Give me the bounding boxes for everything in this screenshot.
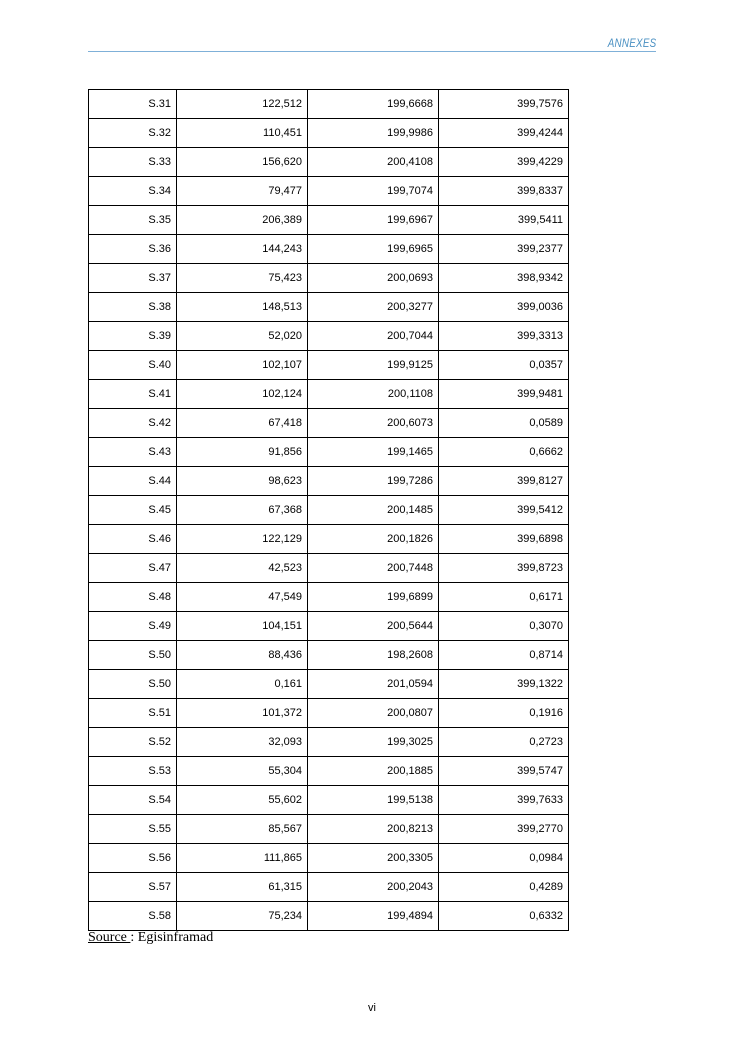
table-row [89, 844, 569, 873]
value-b-cell: 200,2043 [308, 873, 439, 902]
value-c-cell: 0,6171 [439, 583, 569, 612]
table-row [89, 670, 569, 699]
value-c-cell: 0,8714 [439, 641, 569, 670]
value-c-cell: 399,4244 [439, 119, 569, 148]
value-b-cell: 199,6967 [308, 206, 439, 235]
table-row [89, 728, 569, 757]
value-a-cell: 122,512 [177, 90, 308, 119]
value-a-cell: 102,107 [177, 351, 308, 380]
value-c-cell: 0,2723 [439, 728, 569, 757]
value-c-cell: 0,6332 [439, 902, 569, 931]
table-row [89, 264, 569, 293]
value-c-cell: 0,1916 [439, 699, 569, 728]
value-b-cell: 200,1485 [308, 496, 439, 525]
coordinates-table [88, 89, 569, 931]
value-c-cell: 399,1322 [439, 670, 569, 699]
value-b-cell: 199,7074 [308, 177, 439, 206]
table-row [89, 235, 569, 264]
value-c-cell: 399,8127 [439, 467, 569, 496]
value-a-cell: 101,372 [177, 699, 308, 728]
value-a-cell: 55,304 [177, 757, 308, 786]
value-b-cell: 200,1826 [308, 525, 439, 554]
value-a-cell: 156,620 [177, 148, 308, 177]
value-b-cell: 199,6899 [308, 583, 439, 612]
station-cell: S.56 [89, 844, 177, 873]
value-c-cell: 399,8723 [439, 554, 569, 583]
table-row [89, 148, 569, 177]
table-row [89, 322, 569, 351]
value-b-cell: 200,3277 [308, 293, 439, 322]
value-c-cell: 398,9342 [439, 264, 569, 293]
station-cell: S.40 [89, 351, 177, 380]
table-body [89, 90, 569, 931]
value-a-cell: 98,623 [177, 467, 308, 496]
value-a-cell: 144,243 [177, 235, 308, 264]
value-a-cell: 61,315 [177, 873, 308, 902]
value-c-cell: 0,3070 [439, 612, 569, 641]
value-a-cell: 47,549 [177, 583, 308, 612]
table-row [89, 612, 569, 641]
station-cell: S.46 [89, 525, 177, 554]
station-cell: S.33 [89, 148, 177, 177]
value-a-cell: 42,523 [177, 554, 308, 583]
value-c-cell: 399,2377 [439, 235, 569, 264]
station-cell: S.54 [89, 786, 177, 815]
table-row [89, 467, 569, 496]
value-b-cell: 199,3025 [308, 728, 439, 757]
value-b-cell: 199,7286 [308, 467, 439, 496]
value-b-cell: 200,5644 [308, 612, 439, 641]
value-a-cell: 75,234 [177, 902, 308, 931]
table-row [89, 902, 569, 931]
station-cell: S.50 [89, 641, 177, 670]
value-b-cell: 200,3305 [308, 844, 439, 873]
station-cell: S.52 [89, 728, 177, 757]
value-b-cell: 200,1885 [308, 757, 439, 786]
value-b-cell: 200,6073 [308, 409, 439, 438]
value-b-cell: 200,7044 [308, 322, 439, 351]
value-a-cell: 0,161 [177, 670, 308, 699]
value-c-cell: 399,5412 [439, 496, 569, 525]
station-cell: S.34 [89, 177, 177, 206]
value-c-cell: 0,0589 [439, 409, 569, 438]
table-row [89, 786, 569, 815]
value-c-cell: 399,5747 [439, 757, 569, 786]
table-row [89, 641, 569, 670]
station-cell: S.43 [89, 438, 177, 467]
page-number: vi [368, 1002, 376, 1014]
value-b-cell: 201,0594 [308, 670, 439, 699]
station-cell: S.51 [89, 699, 177, 728]
table-row [89, 119, 569, 148]
station-cell: S.57 [89, 873, 177, 902]
table-row [89, 815, 569, 844]
value-a-cell: 148,513 [177, 293, 308, 322]
value-a-cell: 110,451 [177, 119, 308, 148]
table-row [89, 873, 569, 902]
header-rule [88, 51, 656, 52]
value-a-cell: 79,477 [177, 177, 308, 206]
station-cell: S.45 [89, 496, 177, 525]
value-a-cell: 111,865 [177, 844, 308, 873]
table-row [89, 177, 569, 206]
station-cell: S.38 [89, 293, 177, 322]
value-b-cell: 199,9125 [308, 351, 439, 380]
station-cell: S.39 [89, 322, 177, 351]
value-a-cell: 85,567 [177, 815, 308, 844]
running-header-title: ANNEXES [607, 36, 656, 50]
value-b-cell: 200,7448 [308, 554, 439, 583]
station-cell: S.32 [89, 119, 177, 148]
value-a-cell: 67,418 [177, 409, 308, 438]
station-cell: S.47 [89, 554, 177, 583]
station-cell: S.58 [89, 902, 177, 931]
table-row [89, 525, 569, 554]
value-a-cell: 52,020 [177, 322, 308, 351]
table-row [89, 583, 569, 612]
table-row [89, 351, 569, 380]
table-row [89, 380, 569, 409]
value-c-cell: 399,3313 [439, 322, 569, 351]
value-c-cell: 399,5411 [439, 206, 569, 235]
table-row [89, 496, 569, 525]
value-b-cell: 200,8213 [308, 815, 439, 844]
table-row [89, 699, 569, 728]
station-cell: S.55 [89, 815, 177, 844]
station-cell: S.41 [89, 380, 177, 409]
station-cell: S.31 [89, 90, 177, 119]
table-row [89, 206, 569, 235]
station-cell: S.53 [89, 757, 177, 786]
source-label: Source [88, 930, 131, 945]
value-b-cell: 200,1108 [308, 380, 439, 409]
source-text: : Egisinframad [130, 930, 214, 945]
value-c-cell: 399,7633 [439, 786, 569, 815]
table-row [89, 293, 569, 322]
value-b-cell: 200,0693 [308, 264, 439, 293]
value-b-cell: 199,4894 [308, 902, 439, 931]
value-a-cell: 91,856 [177, 438, 308, 467]
table-row [89, 90, 569, 119]
value-a-cell: 32,093 [177, 728, 308, 757]
station-cell: S.37 [89, 264, 177, 293]
station-cell: S.49 [89, 612, 177, 641]
value-c-cell: 0,0984 [439, 844, 569, 873]
value-a-cell: 122,129 [177, 525, 308, 554]
value-c-cell: 0,0357 [439, 351, 569, 380]
value-b-cell: 199,6965 [308, 235, 439, 264]
value-c-cell: 399,6898 [439, 525, 569, 554]
value-b-cell: 199,6668 [308, 90, 439, 119]
table-row [89, 554, 569, 583]
station-cell: S.50 [89, 670, 177, 699]
station-cell: S.42 [89, 409, 177, 438]
station-cell: S.35 [89, 206, 177, 235]
value-b-cell: 199,9986 [308, 119, 439, 148]
value-b-cell: 200,0807 [308, 699, 439, 728]
value-c-cell: 399,4229 [439, 148, 569, 177]
value-b-cell: 199,1465 [308, 438, 439, 467]
value-c-cell: 399,8337 [439, 177, 569, 206]
value-b-cell: 198,2608 [308, 641, 439, 670]
source-note [88, 930, 213, 946]
value-a-cell: 102,124 [177, 380, 308, 409]
station-cell: S.36 [89, 235, 177, 264]
table-row [89, 757, 569, 786]
value-a-cell: 206,389 [177, 206, 308, 235]
value-c-cell: 0,6662 [439, 438, 569, 467]
table-row [89, 438, 569, 467]
table-row [89, 409, 569, 438]
value-a-cell: 67,368 [177, 496, 308, 525]
value-a-cell: 55,602 [177, 786, 308, 815]
value-a-cell: 75,423 [177, 264, 308, 293]
value-c-cell: 399,0036 [439, 293, 569, 322]
value-a-cell: 88,436 [177, 641, 308, 670]
station-cell: S.48 [89, 583, 177, 612]
value-c-cell: 0,4289 [439, 873, 569, 902]
value-c-cell: 399,7576 [439, 90, 569, 119]
value-b-cell: 199,5138 [308, 786, 439, 815]
station-cell: S.44 [89, 467, 177, 496]
value-c-cell: 399,2770 [439, 815, 569, 844]
value-a-cell: 104,151 [177, 612, 308, 641]
value-b-cell: 200,4108 [308, 148, 439, 177]
value-c-cell: 399,9481 [439, 380, 569, 409]
